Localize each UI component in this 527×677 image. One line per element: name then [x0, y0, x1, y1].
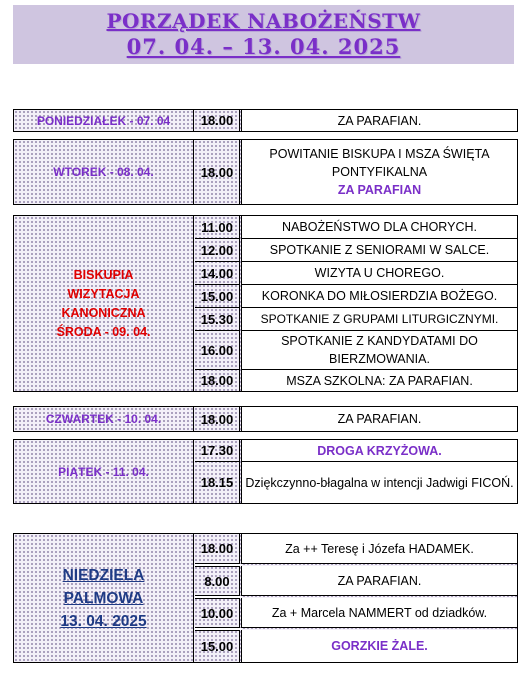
service-intention: ZA PARAFIAN.: [241, 566, 517, 596]
service-time: 14.00: [195, 262, 240, 285]
service-intention: SPOTKANIE Z KANDYDATAMI DO BIERZMOWANIA.: [241, 331, 517, 370]
day-label-line: ŚRODA - 09. 04.: [56, 324, 151, 339]
service-intention: Za ++ Teresę i Józefa HADAMEK.: [241, 534, 517, 564]
service-text: POWITANIE BISKUPA I MSZA ŚWIĘTA PONTYFIKALNA: [269, 147, 490, 179]
day-label: WTOREK - 08. 04.: [14, 140, 194, 204]
service-time: 11.00: [195, 216, 240, 239]
day-label: PIĄTEK - 11. 04.: [14, 440, 194, 503]
page-title: PORZĄDEK NABOŻEŃSTW: [106, 9, 421, 33]
service-time: 18.00: [195, 110, 240, 131]
service-intention: Dziękczynno-błagalna w intencji Jadwigi FICOŃ.: [241, 462, 517, 503]
service-time: 15.00: [195, 630, 240, 662]
day-block-tuesday: [13, 139, 518, 205]
service-intention: ZA PARAFIAN.: [241, 110, 517, 131]
service-time: 18.00: [195, 140, 240, 204]
service-intention: WIZYTA U CHOREGO.: [241, 262, 517, 285]
service-time: 18.15: [195, 462, 240, 503]
service-time: 16.00: [195, 331, 240, 370]
day-block-monday: [13, 109, 518, 132]
day-label-line: KANONICZNA: [61, 305, 146, 320]
service-note: ZA PARAFIAN: [337, 183, 422, 197]
service-time: 15.00: [195, 285, 240, 308]
service-intention: ZA PARAFIAN.: [241, 407, 517, 431]
service-intention: SPOTKANIE Z SENIORAMI W SALCE.: [241, 239, 517, 262]
day-label: PONIEDZIAŁEK - 07. 04: [14, 110, 194, 131]
service-intention: KORONKA DO MIŁOSIERDZIA BOŻEGO.: [241, 285, 517, 308]
service-intention: DROGA KRZYŻOWA.: [241, 440, 517, 462]
service-time: 18.00: [195, 370, 240, 391]
schedule-header: [13, 5, 514, 64]
service-intention: NABOŻEŃSTWO DLA CHORYCH.: [241, 216, 517, 239]
service-time: 18.00: [195, 534, 240, 564]
day-label-line: PALMOWA: [63, 589, 144, 607]
service-intention: [241, 140, 517, 204]
service-intention: Za + Marcela NAMMERT od dziadków.: [241, 598, 517, 628]
day-label-line: BISKUPIA: [73, 267, 134, 282]
day-block-wednesday: [13, 215, 518, 392]
service-time: 15.30: [195, 308, 240, 331]
service-intention: GORZKIE ŻALE.: [241, 630, 517, 662]
day-label: CZWARTEK - 10. 04.: [14, 407, 194, 431]
day-block-thursday: [13, 406, 518, 432]
day-label-line: NIEDZIELA: [62, 566, 145, 584]
service-time: 10.00: [195, 598, 240, 628]
service-intention: MSZA SZKOLNA: ZA PARAFIAN.: [241, 370, 517, 391]
day-label: [14, 216, 194, 391]
service-time: 18.00: [195, 407, 240, 431]
day-block-sunday: [13, 533, 518, 663]
service-time: 12.00: [195, 239, 240, 262]
day-label: [14, 534, 194, 662]
day-label-line: 13. 04. 2025: [60, 612, 147, 630]
service-time: 17.30: [195, 440, 240, 462]
day-block-friday: [13, 439, 518, 504]
day-label-line: WIZYTACJA: [67, 286, 140, 301]
service-intention: SPOTKANIE Z GRUPAMI LITURGICZNYMI.: [241, 308, 517, 331]
date-range: 07. 04. – 13. 04. 2025: [126, 34, 401, 59]
service-time: 8.00: [195, 566, 240, 596]
